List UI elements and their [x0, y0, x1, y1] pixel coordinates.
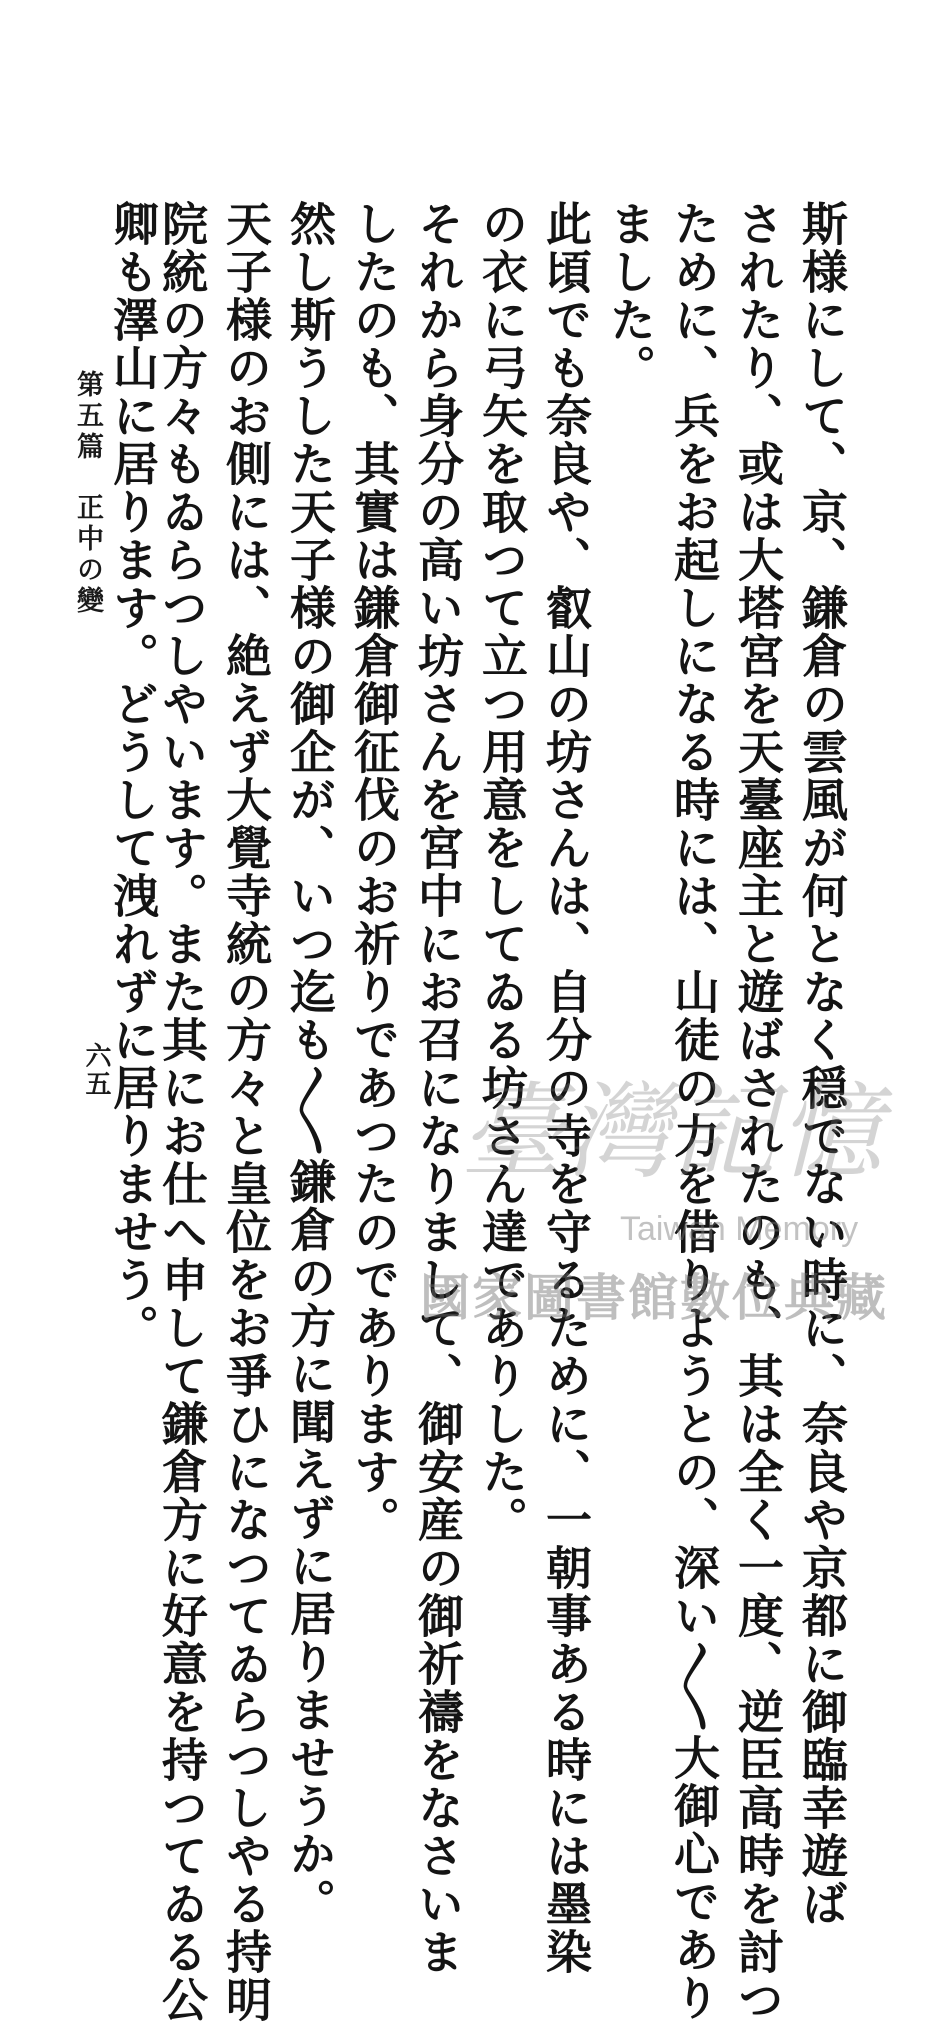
text-column-1: 斯様にして、京、鎌倉の雲風が何となく穏でない時に、奈良や京都に御臨幸遊ば — [795, 200, 849, 1928]
watermark-logo: 臺灣記憶 — [460, 1071, 885, 1193]
page-number: 六五 — [81, 1042, 111, 1098]
text-column-10: 天子様のお側には、絶えず大覺寺統の方々と皇位をお爭ひになつてゐらつしやる持明 — [219, 200, 273, 2024]
text-column-11: 院統の方々もゐらつしやいます。また其にお仕へ申して鎌倉方に好意を持つてゐる公 — [155, 200, 209, 2024]
running-header-title: 正中の變 — [72, 493, 103, 617]
text-column-6: の衣に弓矢を取つて立つ用意をしてゐる坊さん達でありした。 — [475, 200, 529, 1544]
watermark-organization: 國家圖書館數位典藏 — [420, 1269, 888, 1327]
text-column-8: したのも、其實は鎌倉御征伐のお祈りであつたのであります。 — [347, 200, 401, 1544]
text-column-4: ました。 — [603, 200, 657, 392]
text-column-2: されたり、或は大塔宮を天臺座主と遊ばされたのも、其は全く一度、逆臣高時を討つ — [731, 200, 785, 2024]
text-column-3: ために、兵をお起しになる時には、山徒の力を借りようとの、深い〳〵大御心であり — [667, 200, 721, 2022]
running-header-part: 第五篇 — [72, 370, 103, 463]
text-column-7: それから身分の高い坊さんを宮中にお召になりまして、御安産の御祈禱をなさいま — [411, 200, 465, 1976]
watermark-english: Taiwan Memory — [620, 1210, 859, 1248]
text-column-12: 卿も澤山に居ります。どうして洩れずに居りませう。 — [106, 200, 160, 1352]
running-header — [74, 370, 101, 617]
text-column-5: 此頃でも奈良や、叡山の坊さんは、自分の寺を守るために、一朝事ある時には墨染 — [539, 200, 593, 1976]
text-column-9: 然し斯うした天子様の御企が、いつ迄も〳〵鎌倉の方に聞えずに居りませうか。 — [283, 200, 337, 1926]
